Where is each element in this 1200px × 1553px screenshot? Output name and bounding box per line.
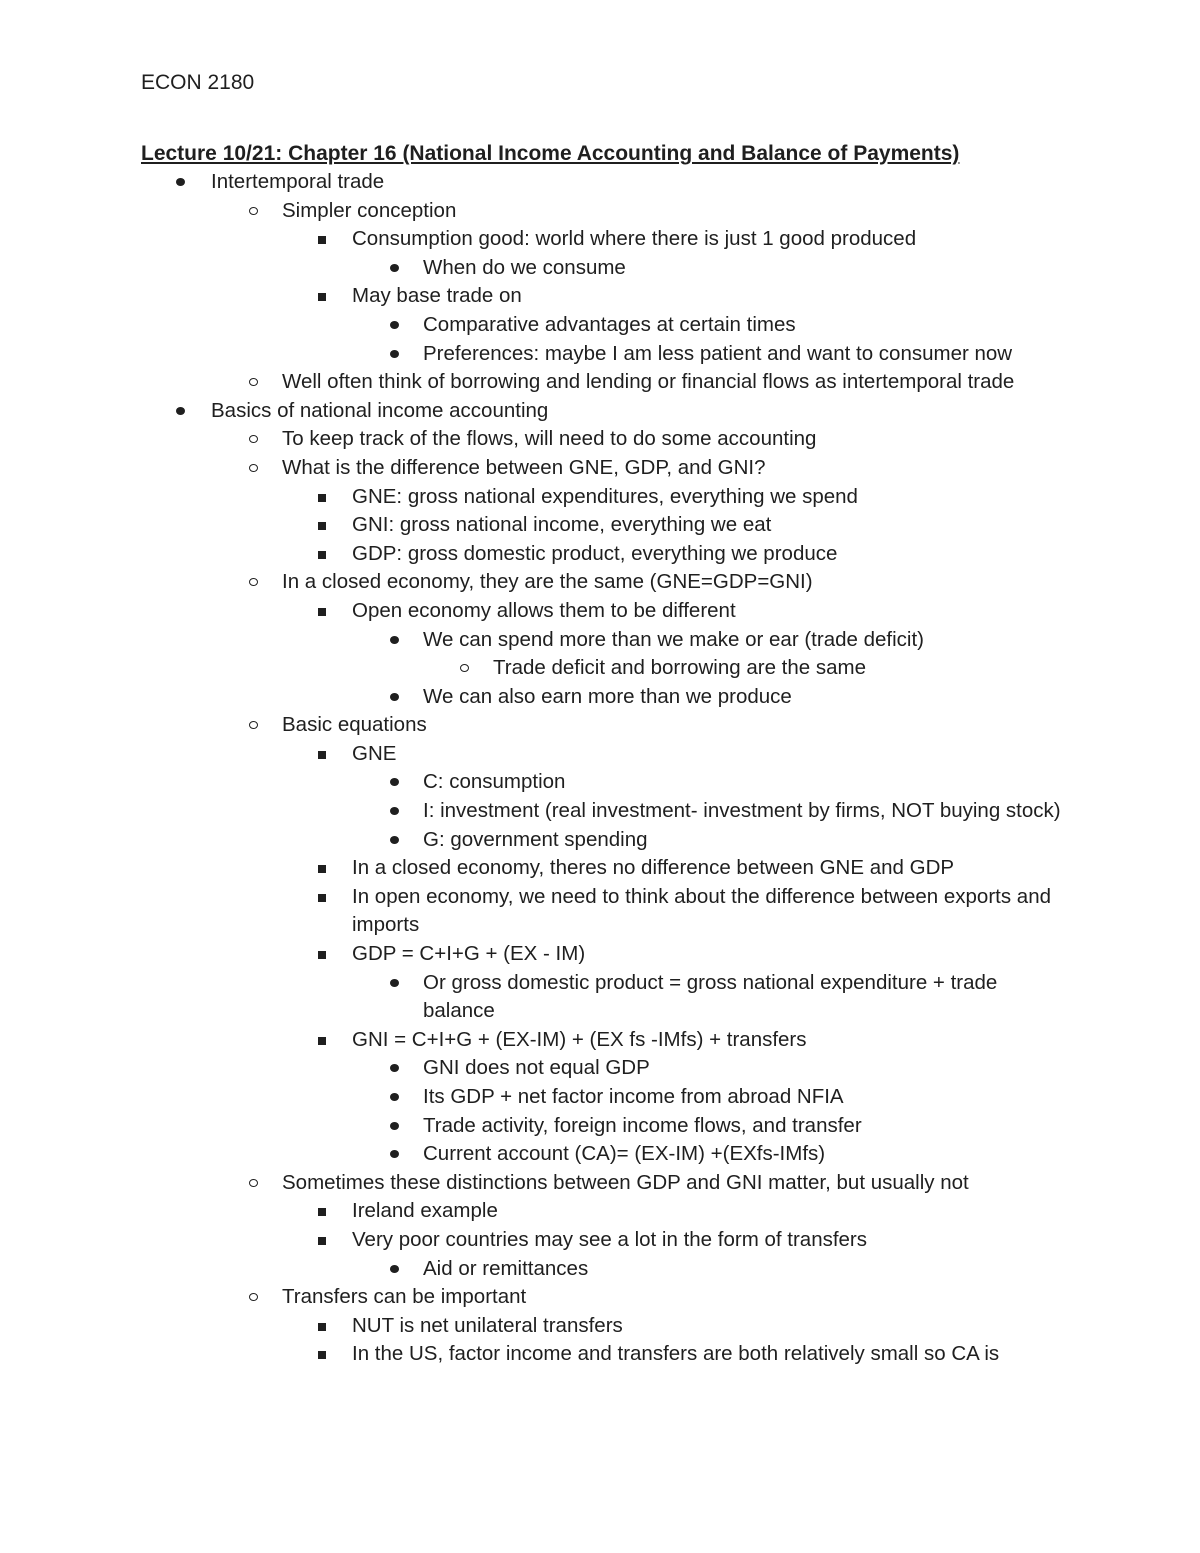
filled-bullet-icon bbox=[390, 636, 399, 644]
list-item bbox=[0, 254, 1063, 283]
list-item-text: In a closed economy, they are the same (GNE=GDP=GNI) bbox=[282, 570, 813, 594]
list-item-text: Intertemporal trade bbox=[211, 170, 385, 193]
square-bullet-icon bbox=[318, 494, 326, 502]
list-item-text: GDP = C+I+G + (EX - IM) bbox=[352, 942, 586, 966]
list-item bbox=[0, 1083, 1063, 1112]
list-item-text: What is the difference between GNE, GDP, and GNI? bbox=[282, 455, 766, 479]
list-item bbox=[0, 197, 1062, 226]
list-item bbox=[0, 854, 1062, 883]
list-item bbox=[0, 940, 1062, 969]
list-item-text: In the US, factor income and transfers are both relatively small so CA is bbox=[352, 1342, 1000, 1366]
list-item bbox=[0, 483, 1062, 512]
list-item-text: Or gross domestic product = gross national expenditure + trade balance bbox=[423, 970, 998, 1023]
list-item-text: G: government spending bbox=[423, 827, 648, 851]
list-item-text: Ireland example bbox=[352, 1199, 498, 1223]
list-item-text: Simpler conception bbox=[282, 198, 457, 222]
hollow-bullet-icon bbox=[249, 378, 258, 386]
list-item-text: When do we consume bbox=[423, 255, 626, 279]
list-item-text: Trade deficit and borrowing are the same bbox=[493, 656, 866, 680]
hollow-bullet-icon bbox=[249, 207, 258, 215]
filled-bullet-icon bbox=[390, 350, 399, 358]
list-item bbox=[0, 969, 1063, 1026]
list-item bbox=[0, 1026, 1062, 1055]
list-item bbox=[0, 1169, 1062, 1198]
list-item-text: Well often think of borrowing and lending or financial flows as intertemporal trade bbox=[282, 370, 1015, 394]
list-item-text: Trade activity, foreign income flows, and transfer bbox=[423, 1113, 862, 1137]
list-item-text: Transfers can be important bbox=[282, 1285, 527, 1309]
course-code: ECON 2180 bbox=[141, 71, 255, 94]
list-item-text: C: consumption bbox=[423, 770, 566, 794]
list-item-text: GNI: gross national income, everything we eat bbox=[352, 513, 772, 537]
filled-bullet-icon bbox=[390, 1064, 399, 1072]
filled-bullet-icon bbox=[390, 836, 399, 844]
square-bullet-icon bbox=[318, 1037, 326, 1045]
list-item bbox=[0, 425, 1062, 454]
square-bullet-icon bbox=[318, 894, 326, 902]
square-bullet-icon bbox=[318, 236, 326, 244]
list-item bbox=[0, 540, 1062, 569]
list-item bbox=[0, 1340, 1062, 1369]
list-item-text: I: investment (real investment- investment by firms, NOT buying stock) bbox=[423, 799, 1061, 823]
square-bullet-icon bbox=[318, 751, 326, 759]
list-item bbox=[0, 168, 1061, 197]
list-item bbox=[0, 1197, 1062, 1226]
list-item-text: Preferences: maybe I am less patient and want to consumer now bbox=[423, 341, 1013, 365]
list-item-text: Very poor countries may see a lot in the form of transfers bbox=[352, 1227, 868, 1251]
list-item-text: Consumption good: world where there is just 1 good produced bbox=[352, 227, 917, 251]
list-item-text: GDP: gross domestic product, everything we produce bbox=[352, 541, 838, 565]
list-item-text: GNI does not equal GDP bbox=[423, 1056, 650, 1080]
list-item bbox=[0, 1255, 1063, 1284]
list-item-text: In open economy, we need to think about the difference between exports and imports bbox=[352, 884, 1052, 937]
list-item-text: Open economy allows them to be different bbox=[352, 598, 736, 622]
hollow-bullet-icon bbox=[249, 464, 258, 472]
filled-bullet-icon bbox=[390, 1122, 399, 1130]
hollow-bullet-icon bbox=[249, 721, 258, 729]
list-item-text: Aid or remittances bbox=[423, 1256, 589, 1280]
list-item-text: May base trade on bbox=[352, 284, 522, 308]
filled-bullet-icon bbox=[390, 979, 399, 987]
hollow-bullet-icon bbox=[249, 578, 258, 586]
list-item bbox=[0, 768, 1063, 797]
list-item bbox=[0, 1112, 1063, 1141]
square-bullet-icon bbox=[318, 1323, 326, 1331]
list-item-text: Its GDP + net factor income from abroad NFIA bbox=[423, 1085, 844, 1108]
square-bullet-icon bbox=[318, 1208, 326, 1216]
list-item bbox=[0, 740, 1062, 769]
hollow-bullet-icon bbox=[460, 664, 469, 672]
list-item-text: To keep track of the flows, will need to do some accounting bbox=[282, 427, 817, 451]
square-bullet-icon bbox=[318, 865, 326, 873]
list-item bbox=[0, 1283, 1062, 1312]
filled-bullet-icon bbox=[176, 407, 185, 415]
filled-bullet-icon bbox=[390, 807, 399, 815]
filled-bullet-icon bbox=[390, 321, 399, 329]
list-item bbox=[0, 340, 1063, 369]
list-item-text: GNI = C+I+G + (EX-IM) + (EX fs -IMfs) + transfers bbox=[352, 1027, 807, 1051]
list-item-text: We can also earn more than we produce bbox=[423, 684, 792, 708]
list-item bbox=[0, 711, 1062, 740]
list-item bbox=[0, 683, 1063, 712]
list-item-text: Basic equations bbox=[282, 713, 427, 737]
list-item-text: NUT is net unilateral transfers bbox=[352, 1313, 623, 1337]
list-item bbox=[0, 626, 1063, 655]
list-item bbox=[0, 597, 1062, 626]
filled-bullet-icon bbox=[390, 1093, 399, 1101]
list-item-text: GNE bbox=[352, 741, 397, 765]
square-bullet-icon bbox=[318, 551, 326, 559]
list-item bbox=[0, 654, 1063, 683]
list-item bbox=[0, 1054, 1063, 1083]
list-item-text: Basics of national income accounting bbox=[211, 398, 549, 422]
square-bullet-icon bbox=[318, 293, 326, 301]
notes-outline bbox=[0, 168, 1200, 1369]
list-item bbox=[0, 454, 1062, 483]
list-item bbox=[0, 311, 1063, 340]
list-item bbox=[0, 282, 1062, 311]
square-bullet-icon bbox=[318, 951, 326, 959]
filled-bullet-icon bbox=[390, 1150, 399, 1158]
list-item-text: GNE: gross national expenditures, everything we spend bbox=[352, 484, 858, 508]
filled-bullet-icon bbox=[176, 178, 185, 186]
list-item bbox=[0, 1140, 1063, 1169]
hollow-bullet-icon bbox=[249, 1179, 258, 1187]
list-item-text: Current account (CA)= (EX-IM) +(EXfs-IMfs) bbox=[423, 1142, 826, 1166]
square-bullet-icon bbox=[318, 522, 326, 530]
list-item bbox=[0, 225, 1062, 254]
filled-bullet-icon bbox=[390, 264, 399, 272]
square-bullet-icon bbox=[318, 1351, 326, 1359]
list-item bbox=[0, 826, 1063, 855]
filled-bullet-icon bbox=[390, 778, 399, 786]
list-item bbox=[0, 397, 1061, 426]
list-item bbox=[0, 511, 1062, 540]
list-item bbox=[0, 797, 1063, 826]
list-item-text: We can spend more than we make or ear (trade deficit) bbox=[423, 627, 924, 651]
list-item-text: Comparative advantages at certain times bbox=[423, 312, 796, 336]
filled-bullet-icon bbox=[390, 693, 399, 701]
hollow-bullet-icon bbox=[249, 435, 258, 443]
list-item bbox=[0, 883, 1062, 940]
lecture-heading: Lecture 10/21: Chapter 16 (National Income Accounting and Balance of Payments) bbox=[141, 142, 960, 165]
list-item bbox=[0, 368, 1062, 397]
square-bullet-icon bbox=[318, 1237, 326, 1245]
square-bullet-icon bbox=[318, 608, 326, 616]
filled-bullet-icon bbox=[390, 1265, 399, 1273]
list-item bbox=[0, 1226, 1062, 1255]
list-item bbox=[0, 568, 1062, 597]
hollow-bullet-icon bbox=[249, 1293, 258, 1301]
list-item-text: Sometimes these distinctions between GDP and GNI matter, but usually not bbox=[282, 1170, 969, 1194]
list-item-text: In a closed economy, theres no difference between GNE and GDP bbox=[352, 856, 955, 880]
list-item bbox=[0, 1312, 1062, 1341]
